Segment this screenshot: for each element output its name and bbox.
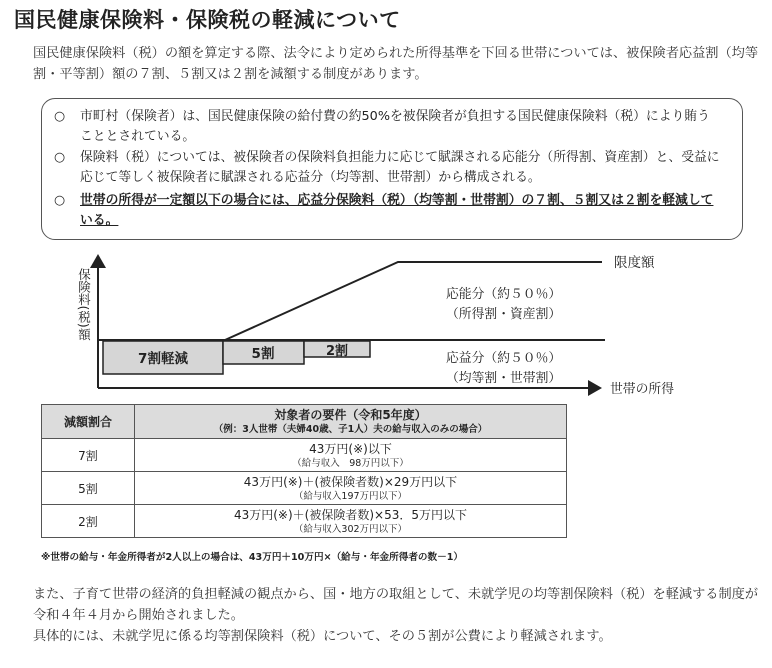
bullet-mark: ○ [54,150,66,165]
table-header-rate: 減額割合 [42,405,135,439]
intro-paragraph: 国民健康保険料（税）の額を算定する際、法令により定められた所得基準を下回る世帯については、被保険者応益割（均等割・平等割）額の７割、５割又は２割を減額する制度があります。 [33,46,759,82]
ability-sub: （所得割・資産割） [446,307,562,322]
reduction-2-label: 2割 [325,344,349,359]
table-row [42,505,567,538]
benefit-sub: （均等割・世帯割） [446,371,562,386]
table-row [42,472,567,505]
ability-label: 応能分（約５０％） [446,287,562,302]
benefit-label: 応益分（約５０％） [446,351,562,366]
requirement-cell [135,439,567,472]
reduction-table [41,404,567,538]
requirement-header-title: 対象者の要件（令和5年度） [274,408,427,422]
table-footnote: ※世帯の給与・年金所得者が2人以上の場合は、43万円＋10万円×（給与・年金所得者の数－1） [41,552,463,563]
reduction-7-label: 7割軽減 [138,351,188,367]
reduction-5-label: 5割 [251,346,275,362]
table-row [42,439,567,472]
x-axis-label: 世帯の所得 [610,382,674,397]
bullet-mark: ○ [54,193,66,208]
page-title: 国民健康保険料・保険税の軽減について [14,8,401,32]
footer-paragraph: 具体的には、未就学児に係る均等割保険料（税）について、その５割が公費により軽減されます。 [33,629,612,644]
requirement-text: 43万円(※)＋(被保険者数)×29万円以下 [243,474,458,489]
requirement-sub: （給与収入302万円以下） [293,523,408,535]
rate-cell: 2割 [42,505,135,538]
footer-text [33,584,763,647]
rate-cell: 7割 [42,439,135,472]
requirement-text: 43万円(※)＋(被保険者数)×53．5万円以下 [233,507,467,522]
requirement-sub: （給与収入 98万円以下） [292,457,409,469]
requirement-cell [135,472,567,505]
table-header-requirement [135,405,567,439]
requirement-sub: （給与収入197万円以下） [293,490,408,502]
bullet-mark: ○ [54,109,66,124]
footer-paragraph: また、子育て世帯の経済的負担軽減の観点から、国・地方の取組として、未就学児の均等割保険料（税）を軽減する制度が令和４年４月から開始されました。 [33,587,759,623]
bullet-text: 市町村（保険者）は、国民健康保険の給付費の約50%を被保険者が負担する国民健康保険料（税）により賄うこととされている。 [80,109,710,144]
requirement-cell [135,505,567,538]
limit-label: 限度額 [614,255,655,271]
requirement-header-sub: （例：3人世帯（夫婦40歳、子1人）夫の給与収入のみの場合） [213,424,488,435]
bullet-text-emphasis: 世帯の所得が一定額以下の場合には、応益分保険料（税）（均等割・世帯割）の７割、５割又は２割を軽減している。 [80,193,714,228]
y-axis-label: 保険料(税)額 [76,268,92,341]
rate-cell: 5割 [42,472,135,505]
bullet-text: 保険料（税）については、被保険者の保険料負担能力に応じて賦課される応能分（所得割、資産割）と、受益に応じて等しく被保険者に賦課される応益分（均等割、世帯割）から構成される。 [80,150,720,185]
requirement-text: 43万円(※)以下 [309,441,392,456]
